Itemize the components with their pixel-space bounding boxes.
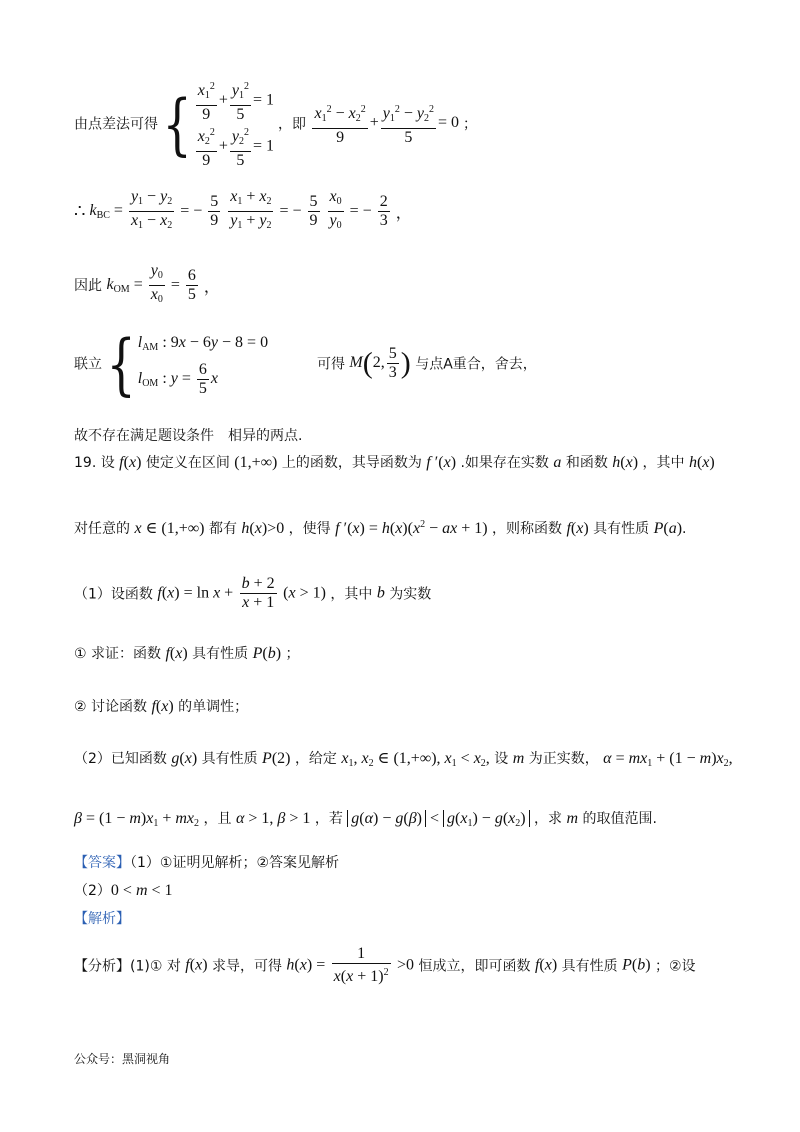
item1-b: 具有性质 bbox=[192, 646, 249, 662]
fenxi-d: 具有性质 bbox=[561, 958, 618, 975]
fenxi-e: ；②设 bbox=[654, 958, 696, 975]
part1-stem: （1）设函数 f(x) = ln x + $\frac{b + 2}{x + 1}$ (x > 1) ，其中 b 为实数 bbox=[74, 575, 432, 611]
part1-item1: ① 求证：函数 f(x) 具有性质 P(b) ； bbox=[74, 645, 300, 662]
q19-d: .如果存在实数 bbox=[460, 455, 549, 471]
text-p3-prefix: 因此 bbox=[74, 278, 102, 295]
answer-1: （1）①证明见解析；②答案见解析 bbox=[130, 855, 340, 871]
q19-b: 使定义在区间 bbox=[145, 455, 230, 471]
q19-e: 和函数 bbox=[565, 455, 608, 471]
part1-c: 为实数 bbox=[389, 586, 432, 603]
item2-b: 的单调性； bbox=[178, 699, 249, 715]
answer-label: 【答案】 bbox=[74, 855, 130, 871]
part2-stem-line2: $\beta = (1 - m)x_1 + mx_2$ ，且 α > 1, β > 1 ，若 $g(\alpha) - g(\beta) < g(x_1) - g(x_2)$ ，求 m 的取值范围. bbox=[74, 810, 657, 829]
eq-slope-om: 因此 $k_{OM}$ = $\frac{y_0}{x_0}$ = $\frac{6}{5}$ ， bbox=[74, 262, 220, 305]
q19-a: 19. 设 bbox=[74, 455, 115, 471]
q19-l2-b: 都有 bbox=[208, 521, 237, 537]
part2-stem-line1: （2）已知函数 g(x) 具有性质 P(2) ，给定 $x_1$, $x_2$ ∈ (1,+∞), $x_1 < x_2$, 设 m 为正实数， $\alpha = mx_1 + (1 - m)x_2$, bbox=[74, 750, 733, 769]
part2-l2-a: ，且 bbox=[203, 811, 232, 827]
text-p4-prefix: 联立 bbox=[74, 356, 102, 373]
part2-l2-b: ，若 bbox=[314, 811, 343, 827]
analysis-line1: 【分析】(1)① 对 f(x) 求导，可得 h(x) = $\frac{1}{x(x + 1)^2}$ >0 恒成立，即可函数 f(x) 具有性质 P(b) ；②设 bbox=[74, 945, 696, 985]
q19-l2-d: ，则称函数 bbox=[492, 521, 563, 537]
part1-a: （1）设函数 bbox=[74, 586, 153, 603]
fenxi-a: 【分析】(1)① 对 bbox=[74, 958, 181, 975]
part2-l2-c: ，求 bbox=[534, 811, 563, 827]
text-p1-end: ； bbox=[463, 116, 478, 133]
item2-a: ② 讨论函数 bbox=[74, 699, 148, 715]
part1-b: ，其中 bbox=[330, 586, 373, 603]
text-p1-prefix: 由点差法可得 bbox=[74, 116, 158, 133]
item1-a: ① 求证：函数 bbox=[74, 646, 162, 662]
eq-difference: $\frac{x_1^2 - x_2^2}{9}$ + $\frac{y_1^2 - y_2^2}{5}$ = 0 bbox=[310, 114, 463, 131]
analysis-label: 【解析】 bbox=[74, 911, 130, 927]
part2-b: 具有性质 bbox=[201, 751, 258, 767]
text-p4-mid: 可得 bbox=[316, 356, 345, 373]
part2-l2-d: 的取值范围. bbox=[582, 811, 657, 827]
system-ellipse: { $\frac{x_1^2}{9}$ + $\frac{y_1^2}{5}$ = 1 $\frac{x_2^2}{9}$ + $\frac{y_2^2}{5}$ = 1 bbox=[162, 115, 278, 132]
part1-item2: ② 讨论函数 f(x) 的单调性； bbox=[74, 698, 249, 715]
item1-c: ； bbox=[285, 646, 300, 662]
fenxi-b: 求导，可得 bbox=[211, 958, 282, 975]
eq-lines-system: 联立 { $l_{AM}$ : 9x − 6y − 8 = 0 $l_{OM}$ : y = $\frac{6}{5}$ x 可得 M(2, $\frac{5}{3}$ ) 与点A重合，舍去， bbox=[74, 324, 537, 404]
q19-stem-line2: 对任意的 x ∈ (1,+∞) 都有 h(x)>0 ，使得 f $'(x) = h(x)(x^2$ − ax + 1) ，则称函数 f(x) 具有性质 P(a). bbox=[74, 519, 687, 537]
q19-c: 上的函数，其导函数为 bbox=[281, 455, 422, 471]
q19-stem-line1: 19. 设 f(x) 使定义在区间 (1,+∞) 上的函数，其导函数为 f ′(x) .如果存在实数 a 和函数 h(x) ，其中 h(x) bbox=[74, 454, 715, 471]
q19-l2-e: 具有性质 bbox=[593, 521, 650, 537]
part2-d: 设 bbox=[494, 751, 509, 767]
therefore-symbol: ∴ bbox=[74, 201, 86, 221]
fenxi-c: 恒成立，即可函数 bbox=[418, 958, 531, 975]
eq-slope-bc: ∴ $k_{BC}$ = $\frac{y_1 - y_2}{x_1 - x_2}$ = − $\frac{5}{9}$ $\frac{x_1 + x_2}{y_1 + y_2}$ = − $\frac{5}{9}$ $\frac{x_0}{y_0}$ = − $\frac{2}{3}$ ， bbox=[74, 188, 412, 231]
part2-a: （2）已知函数 bbox=[74, 751, 167, 767]
eq-point-difference bbox=[74, 78, 477, 170]
q19-f: ，其中 bbox=[642, 455, 685, 471]
answer-line2: （2）0 < m < 1 bbox=[74, 882, 173, 899]
text-p4-end: 与点A重合，舍去， bbox=[415, 356, 537, 373]
part2-e: 为正实数， bbox=[528, 751, 599, 767]
part2-c: ，给定 bbox=[294, 751, 337, 767]
text-conclusion: 故不存在满足题设条件 相异的两点. bbox=[74, 428, 303, 444]
text-p1-mid: ，即 bbox=[278, 116, 307, 133]
q19-l2-a: 对任意的 bbox=[74, 521, 130, 537]
answer-2-prefix: （2） bbox=[74, 883, 111, 899]
footer-watermark: 公众号：黑洞视角 bbox=[74, 1052, 171, 1066]
answer-line1 bbox=[74, 852, 339, 872]
q19-l2-c: ，使得 bbox=[288, 521, 331, 537]
